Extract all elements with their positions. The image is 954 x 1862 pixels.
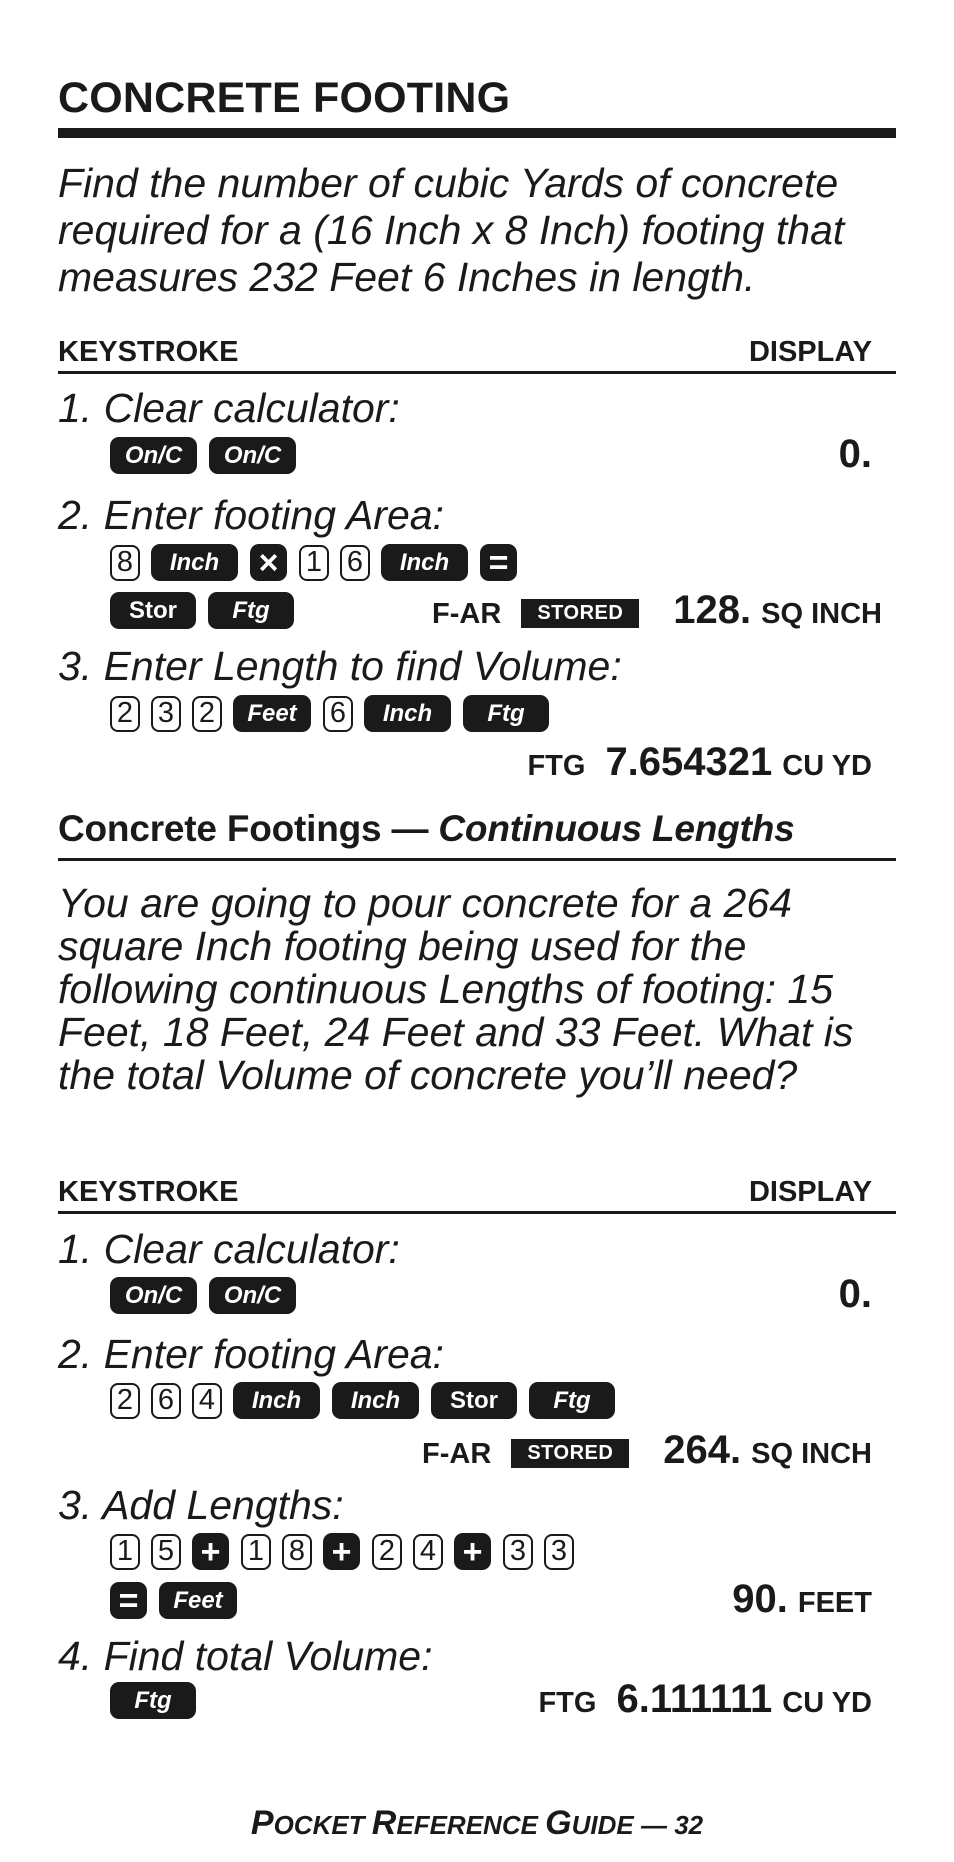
title-rule — [58, 128, 896, 138]
display-readout — [422, 1428, 872, 1473]
digit-key: 4 — [192, 1383, 222, 1419]
header-rule — [58, 371, 896, 374]
on-c-key: On/C — [110, 437, 197, 474]
plus-key: + — [192, 1533, 229, 1570]
plus-key: + — [323, 1533, 360, 1570]
plus-key: + — [454, 1533, 491, 1570]
equals-key: = — [480, 544, 517, 581]
keystroke-row — [110, 1277, 308, 1314]
display-readout — [432, 588, 882, 633]
step-label: 4. Find total Volume: — [58, 1633, 433, 1679]
display-value: 264. — [663, 1428, 742, 1472]
inch-key: Inch — [233, 1382, 320, 1419]
stored-badge: STORED — [521, 599, 639, 628]
inch-key: Inch — [151, 544, 238, 581]
display-value: 128. — [673, 588, 752, 632]
keystroke-row — [110, 1382, 627, 1419]
problem-statement: Find the number of cubic Yards of concrete required for a (16 Inch x 8 Inch) footing that measures 232 Feet 6 Inches in length. — [58, 160, 845, 300]
step-label: 3. Enter Length to find Volume: — [58, 643, 622, 689]
display-prefix: F-AR — [422, 1438, 492, 1470]
on-c-key: On/C — [209, 1277, 296, 1314]
keystroke-header: KEYSTROKE — [58, 1176, 239, 1208]
display-header: DISPLAY — [748, 1176, 872, 1208]
digit-key: 2 — [192, 696, 222, 732]
display-readout — [839, 432, 872, 477]
display-unit: SQ INCH — [751, 1438, 872, 1470]
footer-cap: G — [545, 1804, 572, 1842]
subtitle-rule — [58, 858, 896, 861]
inch-key: Inch — [364, 695, 451, 732]
digit-key: 1 — [110, 1534, 140, 1570]
keystroke-header: KEYSTROKE — [58, 336, 239, 368]
page-footer — [0, 1804, 954, 1843]
digit-key: 2 — [110, 696, 140, 732]
multiply-key: × — [250, 544, 287, 581]
ftg-key: Ftg — [463, 695, 549, 732]
display-prefix: FTG — [527, 750, 586, 782]
display-readout — [732, 1577, 872, 1622]
step-label: 2. Enter footing Area: — [58, 492, 444, 538]
feet-key: Feet — [159, 1582, 237, 1619]
keystroke-row — [110, 437, 308, 474]
step-label: 2. Enter footing Area: — [58, 1331, 444, 1377]
digit-key: 8 — [110, 545, 140, 581]
display-unit: SQ INCH — [761, 598, 882, 630]
subtitle-main: Concrete Footings — — [58, 808, 439, 849]
keystroke-row — [110, 1682, 208, 1719]
display-value: 6.111111 — [616, 1677, 773, 1721]
on-c-key: On/C — [110, 1277, 197, 1314]
equals-key: = — [110, 1582, 147, 1619]
step-label: 1. Clear calculator: — [58, 1226, 400, 1272]
ftg-key: Ftg — [208, 592, 294, 629]
step-label: 3. Add Lengths: — [58, 1482, 344, 1528]
digit-key: 2 — [372, 1534, 402, 1570]
subtitle-italic: Continuous Lengths — [438, 808, 795, 849]
section-subtitle — [58, 808, 794, 850]
digit-key: 2 — [110, 1383, 140, 1419]
digit-key: 4 — [413, 1534, 443, 1570]
display-readout — [839, 1272, 872, 1317]
display-value: 0. — [838, 1272, 872, 1316]
footer-sc: EFERENCE — [396, 1810, 546, 1840]
section-title: CONCRETE FOOTING — [58, 74, 511, 122]
digit-key: 6 — [151, 1383, 181, 1419]
problem-statement: You are going to pour concrete for a 264 square Inch footing being used for the following continuous Lengths of footing: 15 Feet, 18 Feet, 24 Feet and 33 Feet. What is the total Volume of concrete you’ll need? — [58, 880, 854, 1098]
inch-key: Inch — [332, 1382, 419, 1419]
digit-key: 8 — [282, 1534, 312, 1570]
step-label: 1. Clear calculator: — [58, 385, 400, 431]
display-unit: CU YD — [782, 1687, 872, 1719]
footer-cap: P — [250, 1804, 274, 1842]
digit-key: 3 — [544, 1534, 574, 1570]
keystroke-row — [110, 695, 561, 732]
feet-key: Feet — [233, 695, 311, 732]
digit-key: 5 — [151, 1534, 181, 1570]
digit-key: 6 — [323, 696, 353, 732]
display-value: 90. — [732, 1577, 788, 1621]
stored-badge: STORED — [511, 1439, 629, 1468]
on-c-key: On/C — [209, 437, 296, 474]
digit-key: 3 — [151, 696, 181, 732]
inch-key: Inch — [381, 544, 468, 581]
display-header: DISPLAY — [748, 336, 872, 368]
display-value: 0. — [838, 432, 872, 476]
stor-key: Stor — [110, 592, 196, 629]
stor-key: Stor — [431, 1382, 517, 1419]
keystroke-row — [110, 592, 306, 629]
display-readout — [527, 740, 872, 785]
digit-key: 6 — [340, 545, 370, 581]
keystroke-row — [110, 544, 529, 581]
ftg-key: Ftg — [529, 1382, 615, 1419]
display-prefix: F-AR — [432, 598, 502, 630]
digit-key: 3 — [503, 1534, 533, 1570]
footer-cap: R — [371, 1804, 397, 1842]
display-unit: CU YD — [782, 750, 872, 782]
display-readout — [538, 1677, 872, 1722]
digit-key: 1 — [241, 1534, 271, 1570]
header-rule — [58, 1211, 896, 1214]
digit-key: 1 — [299, 545, 329, 581]
display-unit: FEET — [797, 1587, 872, 1619]
keystroke-row — [110, 1582, 249, 1619]
display-prefix: FTG — [538, 1687, 597, 1719]
footer-sc: OCKET — [273, 1810, 372, 1840]
keystroke-row — [110, 1533, 585, 1570]
display-value: 7.654321 — [605, 740, 773, 784]
footer-sc: UIDE — 32 — [571, 1810, 704, 1840]
ftg-key: Ftg — [110, 1682, 196, 1719]
